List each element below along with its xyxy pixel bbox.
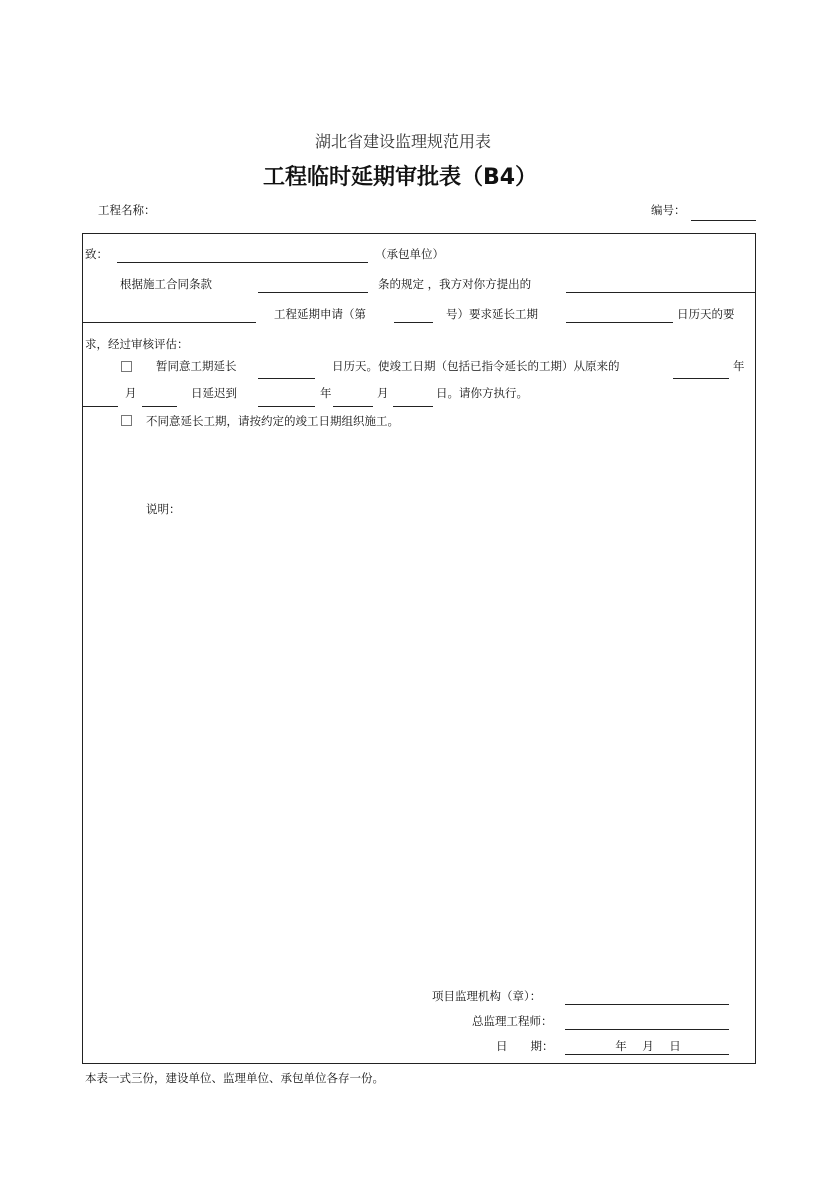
review-text: 求，经过审核评估： [85, 337, 189, 351]
new-year-field[interactable] [258, 406, 315, 407]
application-number-field[interactable] [394, 322, 433, 323]
new-month-label: 月 [377, 386, 389, 400]
proposal-field[interactable] [566, 292, 756, 293]
request-extension-text: 号）要求延长工期 [446, 307, 538, 321]
to-label: 致： [85, 247, 108, 261]
original-month-label: 月 [125, 386, 137, 400]
original-month-field[interactable] [82, 406, 118, 407]
remarks-label: 说明： [146, 502, 181, 516]
clause-regulation-text: 条的规定 ，我方对你方提出的 [378, 277, 532, 291]
execute-text: 日。请你方执行。 [436, 386, 528, 400]
requested-days-field[interactable] [566, 322, 673, 323]
clause-number-field[interactable] [258, 292, 368, 293]
extension-application-text: 工程延期申请（第 [274, 307, 366, 321]
signature-day-label: 日 [669, 1039, 681, 1053]
project-field[interactable] [82, 322, 256, 323]
page-title: 工程临时延期审批表（B4） [263, 165, 538, 190]
footer-note: 本表一式三份，建设单位、监理单位、承包单位各存一份。 [85, 1071, 384, 1085]
delay-to-text: 日延迟到 [191, 386, 237, 400]
date-label: 日 期： [496, 1039, 554, 1053]
form-number-label: 编号： [651, 203, 686, 217]
supervision-org-field[interactable] [565, 1004, 729, 1005]
original-year-label: 年 [733, 359, 745, 373]
reject-extension-checkbox[interactable] [121, 415, 132, 426]
supervision-org-label: 项目监理机构（章）： [432, 989, 542, 1003]
new-year-label: 年 [320, 386, 332, 400]
contract-clause-text: 根据施工合同条款 [120, 277, 212, 291]
original-day-field[interactable] [142, 406, 177, 407]
contractor-note: （承包单位） [375, 247, 444, 261]
reject-extension-text: 不同意延长工期，请按约定的竣工日期组织施工。 [146, 414, 399, 428]
approve-extension-text: 暂同意工期延长 [156, 359, 237, 373]
original-year-field[interactable] [673, 378, 729, 379]
project-name-label: 工程名称： [98, 203, 156, 217]
form-frame [82, 233, 756, 1064]
completion-date-text: 日历天。使竣工日期（包括已指令延长的工期）从原来的 [332, 359, 620, 373]
signature-month-label: 月 [642, 1039, 654, 1053]
chief-engineer-label: 总监理工程师： [472, 1014, 553, 1028]
approved-days-field[interactable] [258, 378, 315, 379]
new-day-field[interactable] [393, 406, 433, 407]
new-month-field[interactable] [333, 406, 373, 407]
calendar-days-text: 日历天的要 [677, 307, 735, 321]
approve-extension-checkbox[interactable] [121, 361, 132, 372]
chief-engineer-field[interactable] [565, 1029, 729, 1030]
form-number-field[interactable] [691, 220, 756, 221]
recipient-field[interactable] [117, 262, 368, 263]
signature-date-field[interactable] [565, 1054, 729, 1055]
signature-year-label: 年 [615, 1039, 627, 1053]
form-series-title: 湖北省建设监理规范用表 [315, 132, 492, 151]
